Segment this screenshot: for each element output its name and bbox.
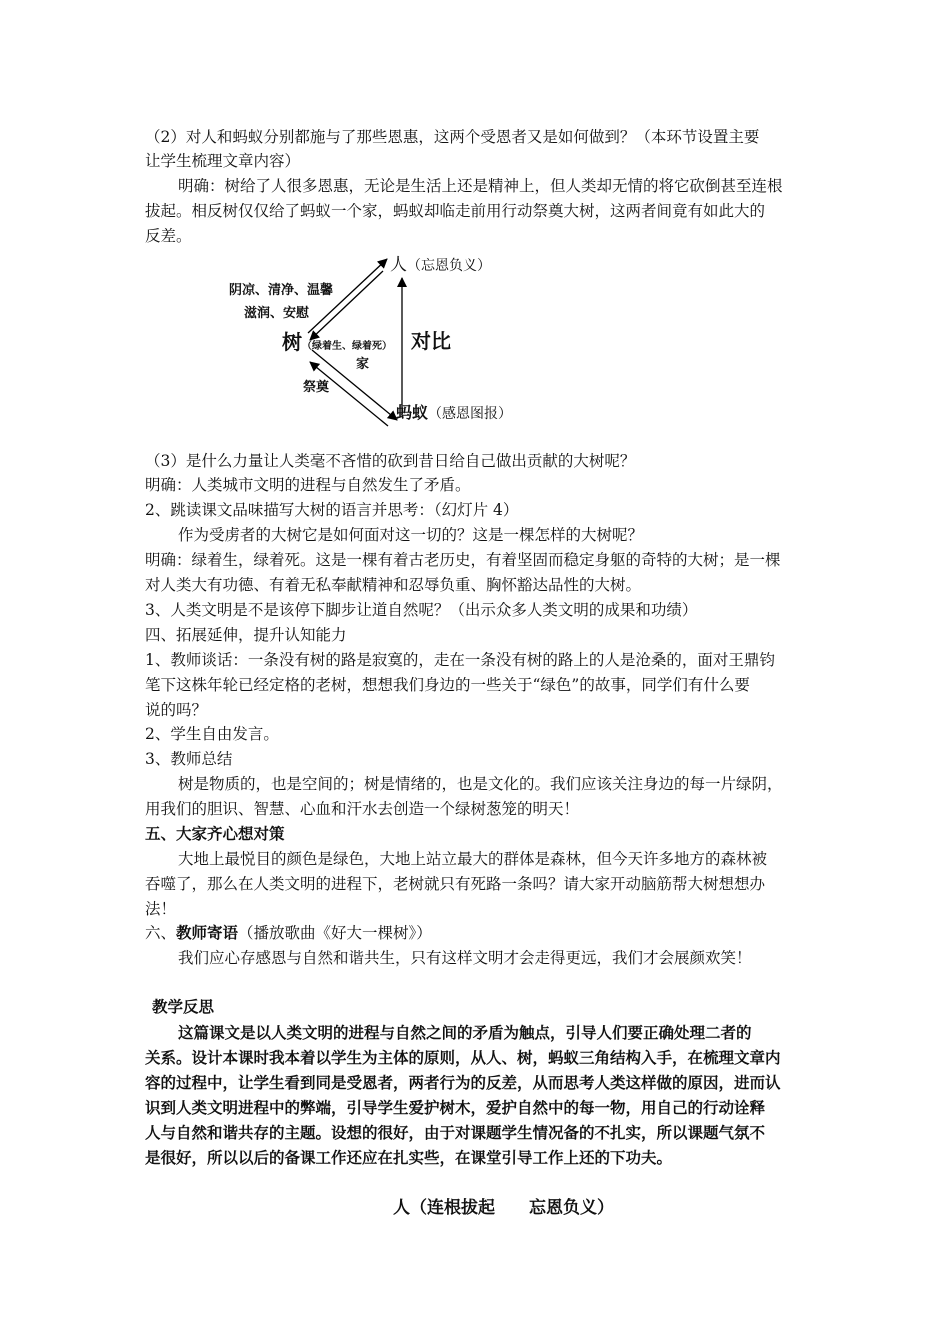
text-line: 关系。设计本课时我本着以学生为主体的原则，从人、树，蚂蚁三角结构入手，在梳理文章内 — [145, 1048, 781, 1067]
node-ant: 蚂蚁（感恩图报） — [396, 403, 513, 422]
text-line: （3）是什么力量让人类毫不吝惜的砍到昔日给自己做出贡献的大树呢？ — [145, 452, 636, 470]
label-contrast: 对比 — [411, 329, 451, 353]
text-line: 法！ — [145, 900, 177, 918]
section-heading: 四、拓展延伸，提升认知能力 — [145, 626, 347, 644]
text-line: 明确：树给了人很多恩惠，无论是生活上还是精神上，但人类却无情的将它砍倒甚至连根 — [178, 177, 783, 195]
text-line: 说的吗？ — [145, 701, 208, 719]
label-memorial: 祭奠 — [303, 380, 330, 395]
text-line: 明确：绿着生，绿着死。这是一棵有着古老历史，有着坚固而稳定身躯的奇特的大树；是一棵 — [145, 551, 781, 569]
text-line: 对人类大有功德、有着无私奉献精神和忍辱负重、胸怀豁达品性的大树。 — [145, 576, 642, 594]
node-tree: 树（绿着生、绿着死） — [282, 330, 392, 354]
node-human: 人（忘恩负义） — [390, 255, 491, 275]
text-line: （2）对人和蚂蚁分别都施与了那些恩惠，这两个受恩者又是如何做到？（本环节设置主要 — [145, 128, 760, 146]
reflection-title: 教学反思 — [152, 997, 215, 1016]
text-line: 容的过程中，让学生看到同是受恩者，两者行为的反差，从而思考人类这样做的原因，进而认 — [145, 1073, 781, 1092]
section-heading: 六、教师寄语（播放歌曲《好大一棵树》） — [145, 923, 432, 942]
text-line: 2、跳读课文品味描写大树的语言并思考：（幻灯片 4） — [145, 501, 519, 519]
text-line: 是很好，所以以后的备课工作还应在扎实些，在课堂引导工作上还的下功夫。 — [145, 1148, 673, 1167]
text-line: 让学生梳理文章内容） — [145, 152, 301, 170]
label-home: 家 — [356, 357, 370, 372]
text-line: 2、学生自由发言。 — [145, 725, 279, 743]
text-line: 人与自然和谐共存的主题。设想的很好，由于对课题学生情况备的不扎实，所以课题气氛不 — [145, 1123, 766, 1142]
text-line: 大地上最悦目的颜色是绿色，大地上站立最大的群体是森林，但今天许多地方的森林被 — [178, 850, 768, 868]
text-line: 笔下这株年轮已经定格的老树，想想我们身边的一些关于“绿色”的故事，同学们有什么要 — [145, 676, 750, 694]
text-line: 反差。 — [145, 227, 192, 245]
text-line: 拔起。相反树仅仅给了蚂蚁一个家，蚂蚁却临走前用行动祭奠大树，这两者间竟有如此大的 — [145, 202, 766, 220]
text-line: 1、教师谈话：一条没有树的路是寂寞的，走在一条没有树的路上的人是沧桑的，面对王鼎钧 — [145, 651, 775, 669]
text-line: 这篇课文是以人类文明的进程与自然之间的矛盾为触点，引导人们要正确处理二者的 — [178, 1023, 752, 1042]
text-line: 3、人类文明是不是该停下脚步让道自然呢？（出示众多人类文明的成果和功绩） — [145, 601, 698, 619]
label-tree-gifts: 滋润、安慰 — [244, 306, 310, 321]
final-heading: 人（连根拔起 忘恩负义） — [393, 1198, 614, 1218]
text-line: 3、教师总结 — [145, 750, 233, 768]
text-line: 识到人类文明进程中的弊端，引导学生爱护树木，爱护自然中的每一物，用自己的行动诠释 — [145, 1098, 766, 1117]
text-line: 树是物质的，也是空间的；树是情绪的，也是文化的。我们应该关注身边的每一片绿阴， — [178, 775, 783, 793]
text-line: 作为受虏者的大树它是如何面对这一切的？这是一棵怎样的大树呢？ — [178, 526, 644, 544]
label-tree-gifts: 阴凉、清净、温馨 — [229, 283, 334, 298]
text-line: 我们应心存感恩与自然和谐共生，只有这样文明才会走得更远，我们才会展颜欢笑！ — [178, 949, 752, 967]
text-line: 明确：人类城市文明的进程与自然发生了矛盾。 — [145, 476, 471, 494]
text-line: 用我们的胆识、智慧、心血和汗水去创造一个绿树葱笼的明天！ — [145, 800, 580, 818]
text-line: 吞噬了，那么在人类文明的进程下，老树就只有死路一条吗？请大家开动脑筋帮大树想想办 — [145, 875, 766, 893]
section-heading: 五、大家齐心想对策 — [145, 824, 285, 843]
